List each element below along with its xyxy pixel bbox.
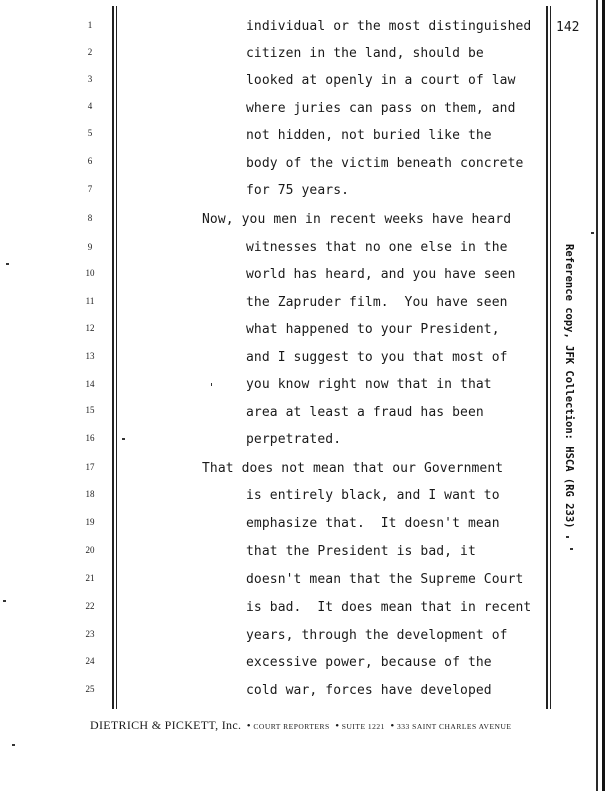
line-number: 5	[87, 128, 93, 138]
transcript-line: area at least a fraud has been	[246, 405, 484, 420]
transcript-line: body of the victim beneath concrete	[246, 156, 524, 171]
transcript-line: citizen in the land, should be	[246, 46, 484, 61]
scan-speck	[211, 383, 212, 386]
scan-speck	[12, 744, 15, 746]
scan-edge-line	[602, 0, 605, 791]
scan-speck	[591, 232, 594, 234]
transcript-line: where juries can pass on them, and	[246, 101, 516, 116]
archive-reference-stamp: Reference copy, JFK Collection: HSCA (RG 233)	[563, 244, 575, 529]
left-margin-rule	[112, 6, 114, 709]
line-number: 6	[87, 156, 93, 166]
transcript-line: Now, you men in recent weeks have heard	[202, 212, 512, 227]
line-number: 25	[85, 684, 95, 694]
reporter-footer: DIETRICH & PICKETT, Inc. • COURT REPORTERS • SUITE 1221 • 333 SAINT CHARLES AVENUE	[90, 718, 512, 732]
transcript-line: is entirely black, and I want to	[246, 488, 500, 503]
line-number: 18	[85, 489, 95, 499]
transcript-line: world has heard, and you have seen	[246, 267, 516, 282]
line-number: 17	[85, 462, 95, 472]
scan-speck	[6, 263, 9, 265]
line-number: 15	[85, 405, 95, 415]
line-number: 12	[85, 323, 95, 333]
transcript-line: doesn't mean that the Supreme Court	[246, 572, 524, 587]
line-number: 13	[85, 351, 95, 361]
page-number: 142	[556, 20, 580, 35]
scan-speck	[570, 548, 573, 550]
firm-name: DIETRICH & PICKETT, Inc.	[90, 718, 242, 732]
line-number: 9	[87, 242, 93, 252]
left-margin-rule	[116, 6, 117, 709]
line-number: 16	[85, 433, 95, 443]
line-number: 3	[87, 74, 93, 84]
scan-speck	[3, 600, 6, 602]
transcript-line: the Zapruder film. You have seen	[246, 295, 508, 310]
line-number: 7	[87, 184, 93, 194]
line-number: 4	[87, 101, 93, 111]
transcript-line: is bad. It does mean that in recent	[246, 600, 532, 615]
line-number: 14	[85, 379, 95, 389]
line-number: 20	[85, 545, 95, 555]
scan-edge	[588, 0, 612, 791]
line-number: 8	[87, 213, 93, 223]
transcript-line: and I suggest to you that most of	[246, 350, 508, 365]
line-number: 24	[85, 656, 95, 666]
transcript-line: years, through the development of	[246, 628, 508, 643]
firm-service: COURT REPORTERS	[253, 722, 330, 731]
transcript-line: that the President is bad, it	[246, 544, 476, 559]
firm-address: 333 SAINT CHARLES AVENUE	[397, 722, 512, 731]
line-number: 22	[85, 601, 95, 611]
firm-suite: SUITE 1221	[341, 722, 385, 731]
line-number: 1	[87, 20, 93, 30]
transcript-line: what happened to your President,	[246, 322, 500, 337]
transcript-line: you know right now that in that	[246, 377, 492, 392]
right-margin-rule	[550, 6, 551, 709]
line-number: 19	[85, 517, 95, 527]
transcript-line: perpetrated.	[246, 432, 342, 447]
line-number: 2	[87, 47, 93, 57]
line-number: 23	[85, 629, 95, 639]
transcript-line: emphasize that. It doesn't mean	[246, 516, 500, 531]
transcript-line: excessive power, because of the	[246, 655, 492, 670]
transcript-line: looked at openly in a court of law	[246, 73, 516, 88]
transcript-line: cold war, forces have developed	[246, 683, 492, 698]
line-number: 10	[85, 268, 95, 278]
scan-speck	[566, 536, 569, 538]
transcript-line: not hidden, not buried like the	[246, 128, 492, 143]
transcript-line: That does not mean that our Government	[202, 461, 504, 476]
line-number: 21	[85, 573, 95, 583]
scan-speck	[122, 438, 125, 440]
line-number: 11	[85, 296, 95, 306]
transcript-line: for 75 years.	[246, 183, 350, 198]
transcript-line: witnesses that no one else in the	[246, 240, 508, 255]
transcript-line: individual or the most distinguished	[246, 19, 532, 34]
right-margin-rule	[546, 6, 548, 709]
scan-edge-line	[596, 0, 598, 791]
